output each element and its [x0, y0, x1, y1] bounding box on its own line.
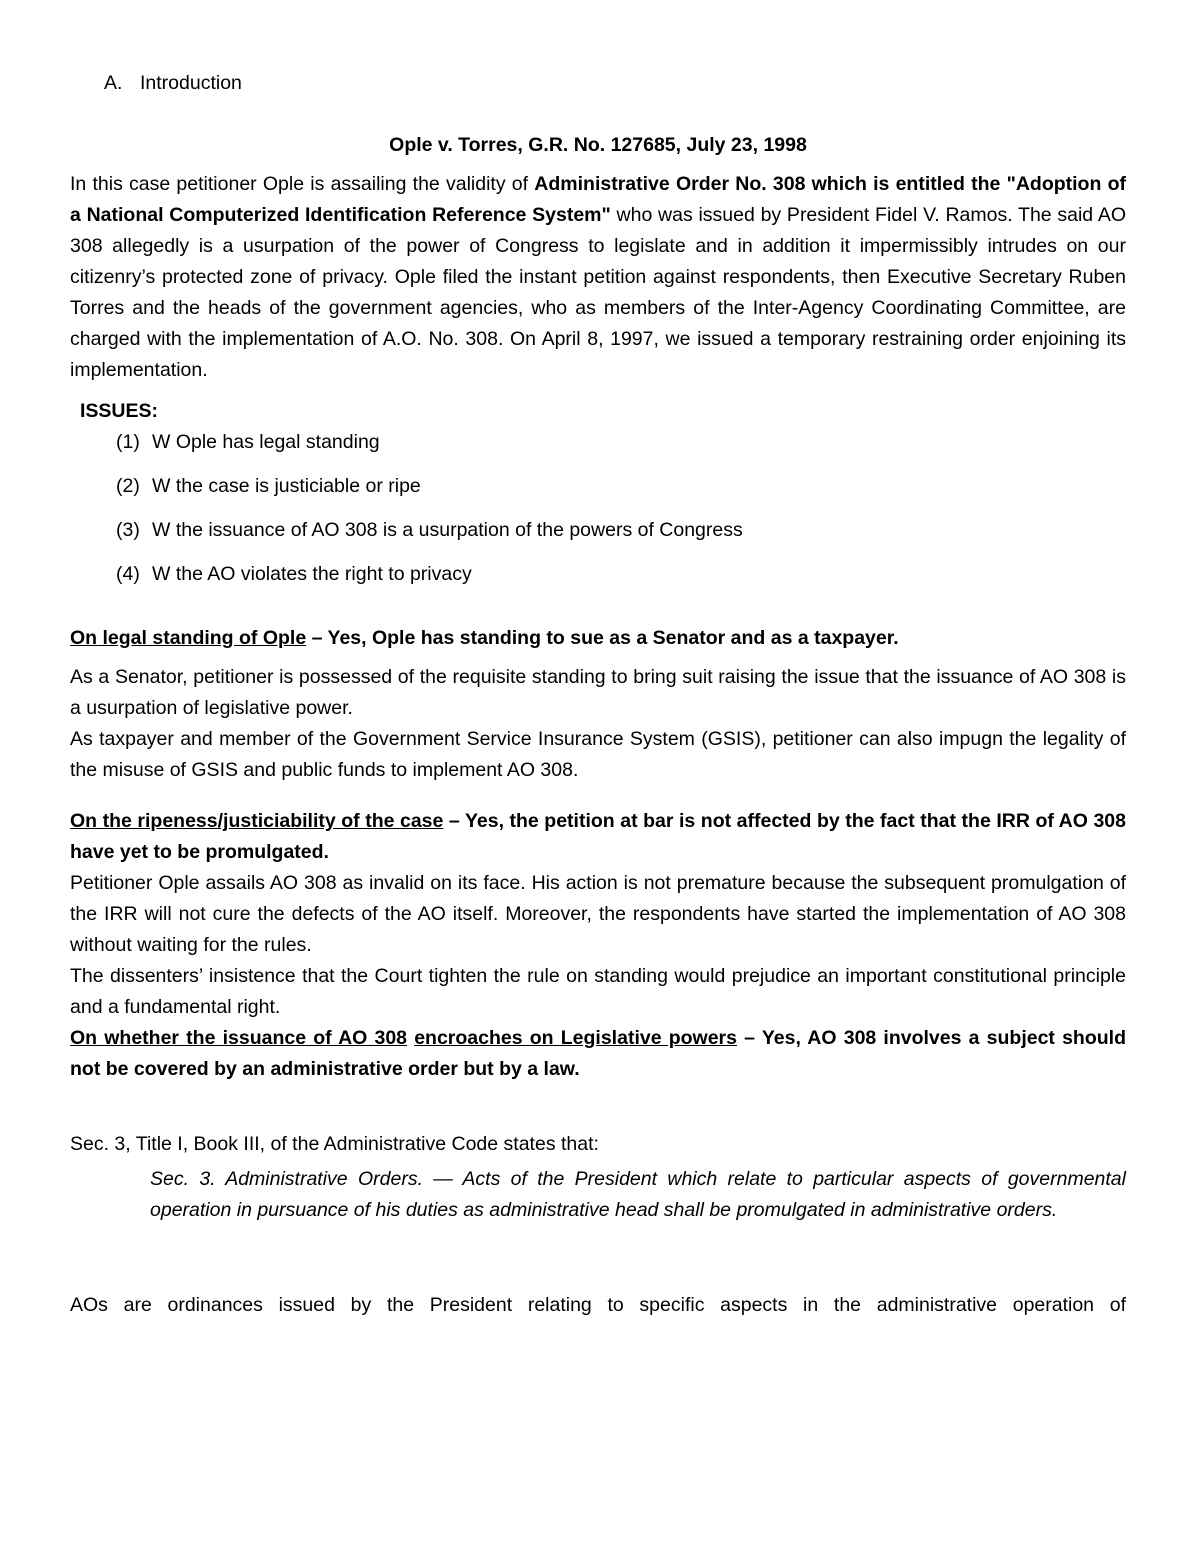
issue-text: W the AO violates the right to privacy: [152, 563, 472, 585]
issues-title: ISSUES:: [80, 400, 159, 422]
section-heading: [104, 68, 1126, 102]
standing-heading-answer: – Yes, Ople has standing to sue as a Senator and as a taxpayer.: [306, 627, 899, 649]
issue-item: [116, 515, 1126, 559]
intro-bold-ao: Administrative Order No. 308 which is entitled the "Adoption of a National Computerized Identification Reference System": [70, 173, 1127, 226]
document-page: [70, 68, 1126, 1321]
issue-item: [116, 559, 1126, 603]
ripeness-heading-answer: – Yes, the petition at bar is not affected by the fact that the IRR of AO 308 have yet to be promulgated.: [70, 810, 1126, 863]
issue-text: W Ople has legal standing: [152, 431, 380, 453]
legislative-heading: [70, 1023, 1126, 1085]
issue-number: (4): [116, 563, 140, 585]
legislative-heading-underlined-2: encroaches on Legislative powers: [414, 1027, 737, 1049]
last-line: AOs are ordinances issued by the President relating to specific aspects in the administrative operation of: [70, 1294, 1126, 1316]
legislative-heading-answer: – Yes, AO 308 involves a subject should not be covered by an administrative order but by a law.: [70, 1027, 1126, 1080]
legislative-heading-underlined-1: On whether the issuance of AO 308: [70, 1027, 408, 1049]
section-label: Introduction: [140, 72, 242, 94]
ripeness-paragraph-1: Petitioner Ople assails AO 308 as invalid on its face. His action is not premature because the subsequent promulgation of the IRR will not cure the defects of the AO itself. Moreover, the respondents have started the implementation of AO 308 without waiting for the rules.: [70, 872, 1126, 956]
ripeness-heading: [70, 806, 1126, 868]
issue-item: [116, 427, 1126, 471]
section-number: A.: [104, 72, 123, 94]
intro-text-2: who was issued by President Fidel V. Ramos. The said AO 308 allegedly is a usurpation of the power of Congress to legislate and in addition it impermissibly intrudes on our citizenry’s protected zone of privacy. Ople filed the instant petition against respondents, then Executive Secretary Ruben Torres and the heads of the government agencies, who as members of the Inter-Agency Coordinating Committee, are charged with the implementation of A.O. No. 308. On April 8, 1997, we issued a temporary restraining order enjoining its implementation.: [70, 204, 1127, 381]
issue-text: W the issuance of AO 308 is a usurpation of the powers of Congress: [152, 519, 743, 541]
issue-number: (1): [116, 431, 140, 453]
ripeness-heading-underlined: On the ripeness/justiciability of the case: [70, 810, 444, 832]
ripeness-paragraph-2: The dissenters’ insistence that the Court tighten the rule on standing would prejudice an important constitutional principle and a fundamental right.: [70, 965, 1126, 1018]
issue-item: [116, 471, 1126, 515]
issue-number: (2): [116, 475, 140, 497]
issues-list: [70, 427, 1126, 603]
intro-paragraph: [70, 169, 1126, 386]
standing-senator-paragraph: As a Senator, petitioner is possessed of the requisite standing to bring suit raising the issue that the issuance of AO 308 is a usurpation of legislative power.: [70, 666, 1126, 719]
issue-number: (3): [116, 519, 140, 541]
case-title: Ople v. Torres, G.R. No. 127685, July 23, 1998: [389, 134, 807, 156]
standing-heading-underlined: On legal standing of Ople: [70, 627, 307, 649]
admin-code-intro: Sec. 3, Title I, Book III, of the Administrative Code states that:: [70, 1133, 599, 1155]
standing-taxpayer-paragraph: As taxpayer and member of the Government Service Insurance System (GSIS), petitioner can also impugn the legality of the misuse of GSIS and public funds to implement AO 308.: [70, 728, 1126, 781]
issue-text: W the case is justiciable or ripe: [152, 475, 421, 497]
standing-heading: [70, 623, 1126, 654]
admin-code-quote: Sec. 3. Administrative Orders. — Acts of the President which relate to particular aspects of governmental operation in pursuance of his duties as administrative head shall be promulgated in administrative orders.: [150, 1168, 1126, 1221]
intro-text-1: In this case petitioner Ople is assailing the validity of: [70, 173, 535, 195]
